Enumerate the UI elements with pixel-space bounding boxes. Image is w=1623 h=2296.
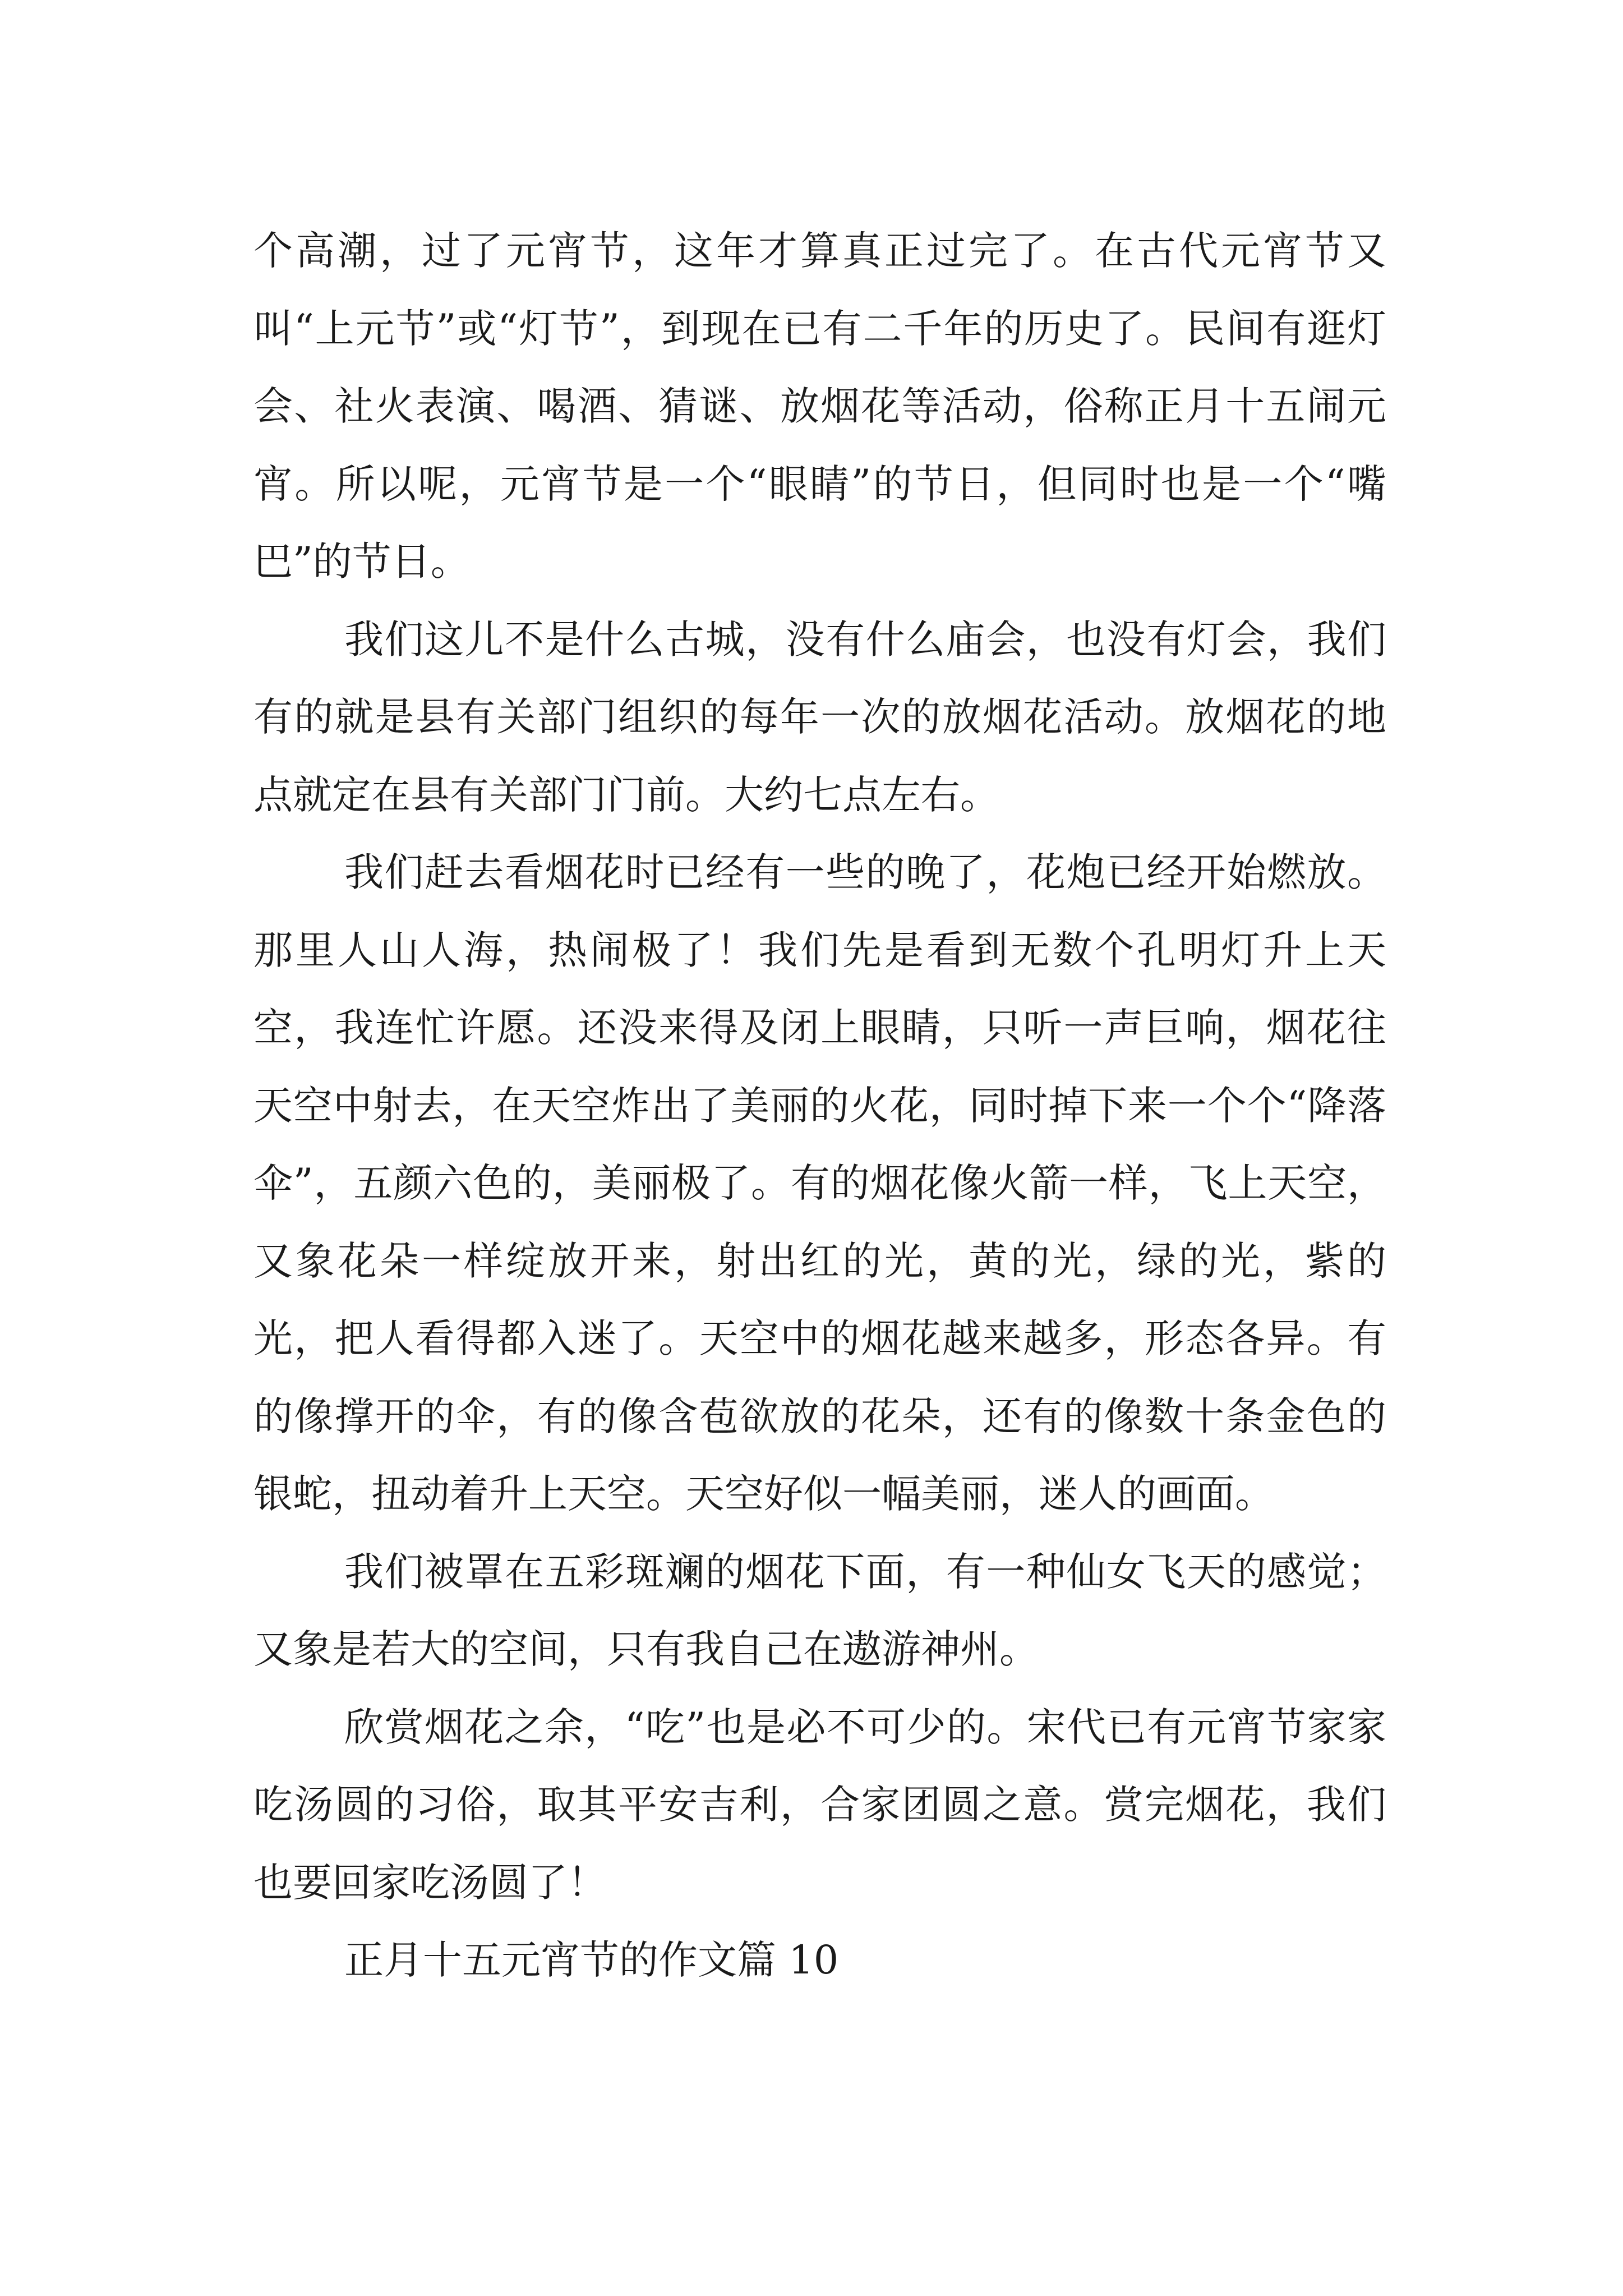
- paragraph-2: 我们这儿不是什么古城，没有什么庙会，也没有灯会，我们有的就是县有关部门组织的每年一次的放烟花活动。放烟花的地点就定在县有关部门门前。大约七点左右。: [253, 616, 1386, 818]
- paragraph-4: 我们被罩在五彩斑斓的烟花下面，有一种仙女飞天的感觉；又象是若大的空间，只有我自己在遨游神州。: [253, 1548, 1386, 1672]
- section-heading: 正月十五元宵节的作文篇 10: [344, 1937, 839, 1983]
- paragraph-3: 我们赶去看烟花时已经有一些的晚了，花炮已经开始燃放。那里人山人海，热闹极了！我们先是看到无数个孔明灯升上天空，我连忙许愿。还没来得及闭上眼睛，只听一声巨响，烟花往天空中射去，在天空炸出了美丽的火花，同时掉下来一个个“降落伞”，五颜六色的，美丽极了。有的烟花像火箭一样，飞上天空，又象花朵一样绽放开来，射出红的光，黄的光，绿的光，紫的光，把人看得都入迷了。天空中的烟花越来越多，形态各异。有的像撑开的伞，有的像含苞欲放的花朵，还有的像数十条金色的银蛇，扭动着升上天空。天空好似一幅美丽，迷人的画面。: [253, 849, 1386, 1517]
- document-body: [253, 212, 1386, 1999]
- paragraph-5: 欣赏烟花之余，“吃”也是必不可少的。宋代已有元宵节家家吃汤圆的习俗，取其平安吉利，合家团圆之意。赏完烟花，我们也要回家吃汤圆了！: [253, 1704, 1386, 1906]
- paragraph-1: 个高潮，过了元宵节，这年才算真正过完了。在古代元宵节又叫“上元节”或“灯节”，到现在已有二千年的历史了。民间有逛灯会、社火表演、喝酒、猜谜、放烟花等活动，俗称正月十五闹元宵。所以呢，元宵节是一个“眼睛”的节日，但同时也是一个“嘴巴”的节日。: [253, 228, 1386, 585]
